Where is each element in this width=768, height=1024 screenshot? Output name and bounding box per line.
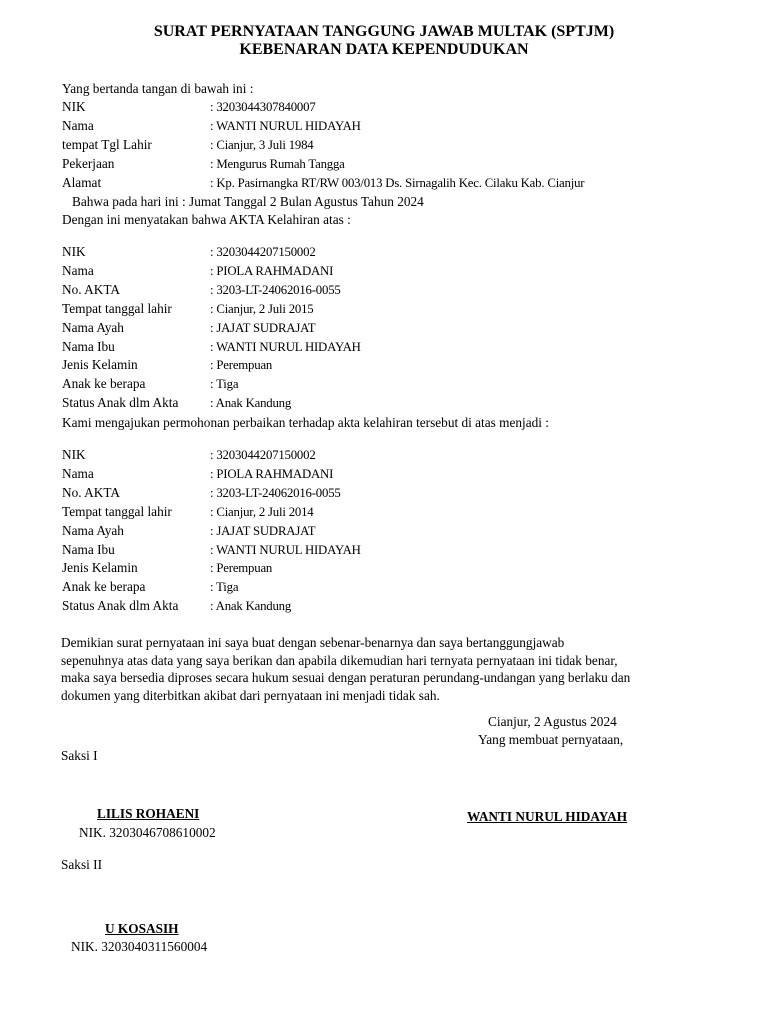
field-value: : Cianjur, 2 Juli 2014 [210,504,314,519]
field-value: : Kp. Pasirnangka RT/RW 003/013 Ds. Sirnagalih Kec. Cilaku Kab. Cianjur [210,175,585,190]
field-value: : WANTI NURUL HIDAYAH [210,118,361,133]
field-value: : 3203044207150002 [210,245,316,259]
field-label: Status Anak dlm Akta [62,598,179,614]
field-value: : 3203044307840007 [210,100,316,114]
witness2-nik: NIK. 3203040311560004 [71,939,208,954]
field-value: : JAJAT SUDRAJAT [210,320,316,335]
field-label: NIK [62,447,86,462]
witness1-name: LILIS ROHAENI [97,806,200,821]
field-label: tempat Tgl Lahir [62,136,152,152]
field-label: NIK [62,244,86,259]
field-value: : 3203044207150002 [210,448,316,462]
field-value: : 3203-LT-24062016-0055 [210,282,341,297]
place-date: Cianjur, 2 Agustus 2024 [488,714,617,729]
document-subtitle: KEBENARAN DATA KEPENDUDUKAN [239,41,529,58]
field-value: : 3203-LT-24062016-0055 [210,485,341,500]
field-label: Nama Ayah [62,319,124,335]
field-label: No. AKTA [62,281,121,297]
statement-line: Dengan ini menyatakan bahwa AKTA Kelahiran atas : [62,212,351,227]
field-label: Nama [62,117,94,133]
field-value: : Cianjur, 2 Juli 2015 [210,301,314,316]
field-label: No. AKTA [62,484,121,500]
closing-line: Demikian surat pernyataan ini saya buat dengan sebenar-benarnya dan saya bertanggungjawab [61,635,565,650]
field-label: NIK [62,99,86,114]
field-value: : Anak Kandung [210,599,292,614]
field-label: Jenis Kelamin [62,357,138,373]
intro-line: Yang bertanda tangan di bawah ini : [62,81,254,96]
closing-paragraph [61,634,721,704]
closing-line: dokumen yang diterbitkan akibat dari pernyataan ini menjadi tidak sah. [61,687,440,703]
field-label: Pekerjaan [62,155,115,171]
field-value: : PIOLA RAHMADANI [210,466,334,481]
witness2-label: Saksi II [61,857,102,872]
field-label: Nama [62,262,94,278]
field-value: : Perempuan [210,358,273,373]
closing-line: sepenuhnya atas data yang saya berikan dan apabila dikemudian hari ternyata pernyataan ini tidak benar, [61,652,618,668]
field-value: : Anak Kandung [210,396,292,411]
field-label: Nama Ayah [62,522,124,538]
witness1-nik: NIK. 3203046708610002 [79,825,216,840]
field-value: : Mengurus Rumah Tangga [210,156,345,171]
field-label: Nama [62,465,94,481]
witness2-name: U KOSASIH [105,921,179,936]
field-label: Tempat tanggal lahir [62,300,172,316]
request-line: Kami mengajukan permohonan perbaikan terhadap akta kelahiran tersebut di atas menjadi : [62,415,549,430]
maker-name: WANTI NURUL HIDAYAH [467,809,628,824]
field-label: Nama Ibu [62,541,115,557]
field-value: : Cianjur, 3 Juli 1984 [210,137,314,152]
field-value: : Tiga [210,377,239,392]
field-label: Alamat [62,174,102,190]
field-value: : WANTI NURUL HIDAYAH [210,542,361,557]
day-line: Bahwa pada hari ini : Jumat Tanggal 2 Bulan Agustus Tahun 2024 [72,194,424,209]
maker-label: Yang membuat pernyataan, [478,732,624,747]
field-label: Anak ke berapa [62,376,146,392]
closing-line: maka saya bersedia diproses secara hukum sesuai dengan peraturan perundang-undangan yang berlaku dan [61,670,631,685]
field-label: Status Anak dlm Akta [62,395,179,411]
field-label: Anak ke berapa [62,579,146,595]
witness1-label: Saksi I [61,748,98,763]
field-value: : PIOLA RAHMADANI [210,263,334,278]
field-label: Tempat tanggal lahir [62,503,172,519]
field-label: Nama Ibu [62,338,115,354]
field-value: : Perempuan [210,561,273,576]
document-title: SURAT PERNYATAAN TANGGUNG JAWAB MULTAK (SPTJM) [153,23,615,40]
field-value: : WANTI NURUL HIDAYAH [210,339,361,354]
field-value: : Tiga [210,580,239,595]
field-value: : JAJAT SUDRAJAT [210,523,316,538]
field-label: Jenis Kelamin [62,560,138,576]
